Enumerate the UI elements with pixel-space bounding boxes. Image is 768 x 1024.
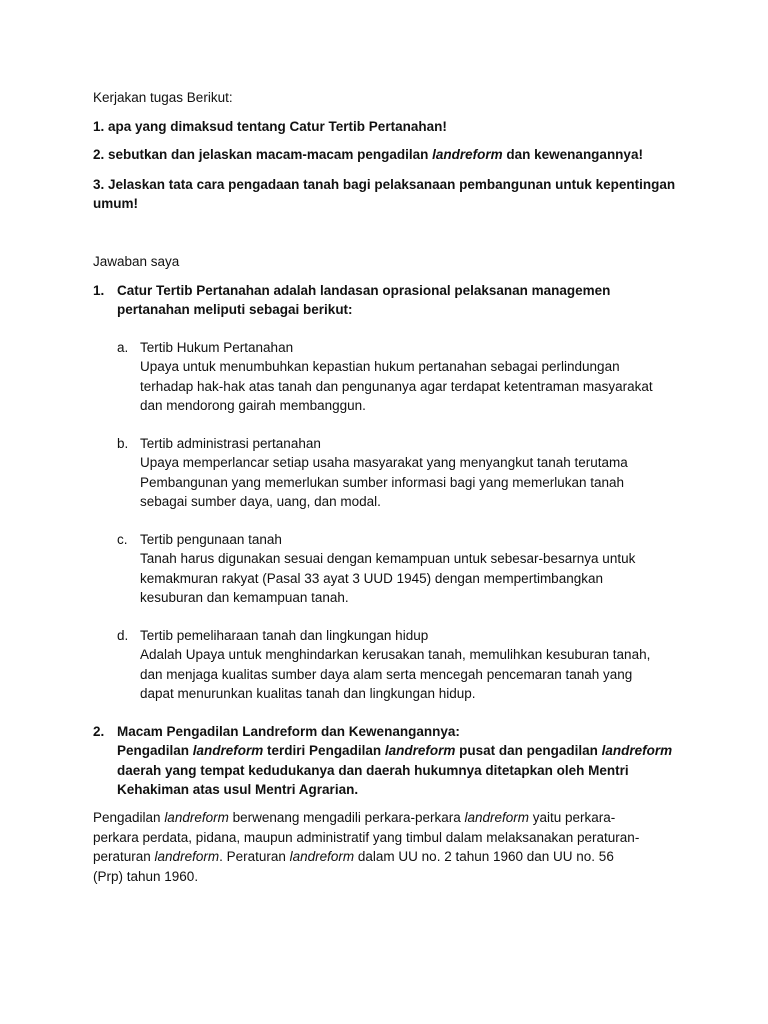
task-question-1: 1. apa yang dimaksud tentang Catur Tertib Pertanahan! <box>93 119 447 134</box>
q2-text-pre: 2. sebutkan dan jelaskan macam-macam pengadilan <box>93 147 433 162</box>
task-heading: Kerjakan tugas Berikut: <box>93 90 233 105</box>
a2-text-italic: landreform <box>384 743 456 758</box>
paragraph-line-2: perkara perdata, pidana, maupun administratif yang timbul dalam melaksanakan peraturan- <box>93 830 640 845</box>
a2-text-italic: landreform <box>192 743 264 758</box>
para-text: berwenang mengadili perkara-perkara <box>228 810 465 825</box>
sub-item-d-text: Adalah Upaya untuk menghindarkan kerusakan tanah, memulihkan kesuburan tanah, <box>140 647 651 662</box>
answer-1-line-2: pertanahan meliputi sebagai berikut: <box>117 302 353 317</box>
task-question-2 <box>93 145 643 164</box>
answer-2-line-4: Kehakiman atas usul Mentri Agrarian. <box>117 782 359 797</box>
answer-1-number: 1. <box>93 283 105 298</box>
sub-item-d-marker: d. <box>117 628 129 643</box>
para-text: dalam UU no. 2 tahun 1960 dan UU no. 56 <box>354 849 614 864</box>
para-text-italic: landreform <box>289 849 355 864</box>
q2-text-post: dan kewenangannya! <box>502 147 643 162</box>
para-text: peraturan <box>93 849 155 864</box>
sub-item-a-text: Upaya untuk menumbuhkan kepastian hukum pertanahan sebagai perlindungan <box>140 359 620 374</box>
sub-item-b-marker: b. <box>117 436 129 451</box>
para-text: . Peraturan <box>219 849 290 864</box>
sub-item-c-text: kemakmuran rakyat (Pasal 33 ayat 3 UUD 1945) dengan mempertimbangkan <box>140 571 603 586</box>
paragraph-line-4: (Prp) tahun 1960. <box>93 869 199 884</box>
sub-item-a-title: Tertib Hukum Pertanahan <box>140 340 294 355</box>
sub-item-c-title: Tertib pengunaan tanah <box>140 532 282 547</box>
a2-text: pusat dan pengadilan <box>455 743 602 758</box>
para-text: Pengadilan <box>93 810 165 825</box>
answers-heading: Jawaban saya <box>93 254 180 269</box>
a2-text-italic: landreform <box>601 743 673 758</box>
sub-item-a-text: dan mendorong gairah membanggun. <box>140 398 366 413</box>
sub-item-d-text: dan menjaga kualitas sumber daya alam serta mencegah pencemaran tanah yang <box>140 667 633 682</box>
sub-item-a-marker: a. <box>117 340 129 355</box>
para-text-italic: landreform <box>164 810 229 825</box>
para-text: yaitu perkara- <box>529 810 616 825</box>
task-question-3-line-2: umum! <box>93 196 138 211</box>
para-text-italic: landreform <box>154 849 220 864</box>
sub-item-a-text: terhadap hak-hak atas tanah dan pengunanya agar terdapat ketentraman masyarakat <box>140 379 653 394</box>
sub-item-b-title: Tertib administrasi pertanahan <box>140 436 321 451</box>
sub-item-b-text: sebagai sumber daya, uang, dan modal. <box>140 494 381 509</box>
task-question-3-line-1: 3. Jelaskan tata cara pengadaan tanah bagi pelaksanaan pembangunan untuk kepentingan <box>93 177 676 192</box>
paragraph-line-3 <box>93 847 614 866</box>
sub-item-d-text: dapat menurunkan kualitas tanah dan lingkungan hidup. <box>140 686 476 701</box>
sub-item-d-title: Tertib pemeliharaan tanah dan lingkungan hidup <box>140 628 429 643</box>
sub-item-c-text: kesuburan dan kemampuan tanah. <box>140 590 349 605</box>
sub-item-c-marker: c. <box>117 532 128 547</box>
answer-2-line-2 <box>117 741 672 760</box>
sub-item-c-text: Tanah harus digunakan sesuai dengan kemampuan untuk sebesar-besarnya untuk <box>140 551 636 566</box>
answer-2-title: Macam Pengadilan Landreform dan Kewenangannya: <box>117 724 460 739</box>
q2-text-italic: landreform <box>432 147 503 162</box>
paragraph-line-1 <box>93 808 615 827</box>
a2-text: Pengadilan <box>117 743 193 758</box>
sub-item-b-text: Upaya memperlancar setiap usaha masyarakat yang menyangkut tanah terutama <box>140 455 628 470</box>
answer-1-line-1: Catur Tertib Pertanahan adalah landasan oprasional pelaksanan managemen <box>117 283 611 298</box>
para-text-italic: landreform <box>464 810 530 825</box>
answer-2-line-3: daerah yang tempat kedudukanya dan daerah hukumnya ditetapkan oleh Mentri <box>117 763 629 778</box>
answer-2-number: 2. <box>93 724 105 739</box>
a2-text: terdiri Pengadilan <box>263 743 385 758</box>
sub-item-b-text: Pembangunan yang memerlukan sumber informasi bagi yang memerlukan tanah <box>140 475 625 490</box>
